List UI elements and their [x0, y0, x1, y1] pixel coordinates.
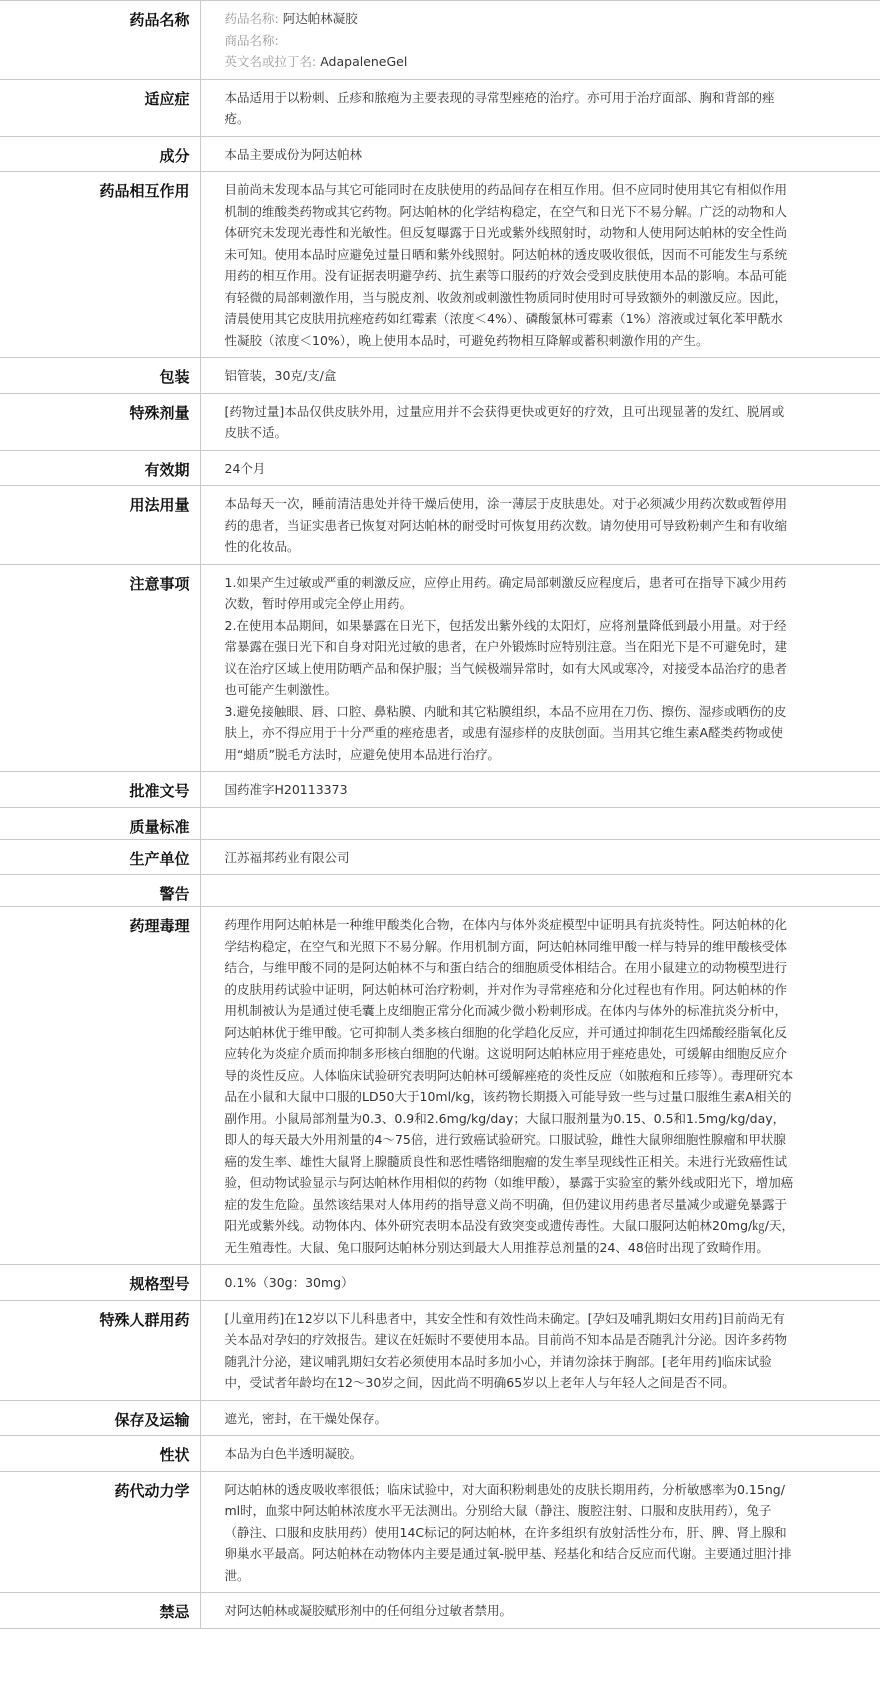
row-paragraph: 2.在使用本品期间，如果暴露在日光下，包括发出紫外线的太阳灯，应将剂量降低到最小用量。对于经常暴露在强日光下和自身对阳光过敏的患者，在户外锻炼时应特别注意。当在阳光下是不可避免时，建议在治疗区域上使用防晒产品和保护服；当气候极端异常时，如有大风或寒冷，对接受本品治疗的患者也可能产生刺激性。: [224, 617, 788, 697]
row-paragraph: 本品主要成份为阿达帕林: [224, 146, 363, 162]
row-label: 适应症: [0, 79, 200, 136]
table-row-appearance: [0, 1436, 880, 1472]
table-row-usage: [0, 486, 880, 565]
row-label: 警告: [0, 875, 200, 907]
latin-name-value: AdapaleneGel: [320, 54, 408, 69]
row-paragraph: 本品每天一次，睡前清洁患处并待干燥后使用，涂一薄层于皮肤患处。对于必须减少用药次数或暂停用药的患者，当证实患者已恢复对阿达帕林的耐受时可恢复用药次数。请勿使用可导致粉刺产生和有收缩性的化妆品。: [224, 496, 788, 554]
table-row-validity: [0, 450, 880, 486]
row-label: 规格型号: [0, 1265, 200, 1301]
generic-name-key: 药品名称:: [224, 11, 279, 26]
row-value: [200, 1400, 880, 1436]
table-row-indications: [0, 79, 880, 136]
row-paragraph: 江苏福邦药业有限公司: [224, 849, 350, 865]
table-row-special-population: [0, 1300, 880, 1400]
table-row-drug-name: [0, 1, 880, 80]
row-value: [200, 136, 880, 172]
row-label: 生产单位: [0, 839, 200, 875]
row-label: 保存及运输: [0, 1400, 200, 1436]
row-value: [200, 79, 880, 136]
table-row-interactions: [0, 172, 880, 358]
row-paragraph: [药物过量]本品仅供皮肤外用，过量应用并不会获得更快或更好的疗效，且可出现显著的发红、脱屑或皮肤不适。: [224, 403, 785, 440]
row-paragraph: 国药准字H20113373: [224, 782, 348, 797]
row-paragraph: [儿童用药]在12岁以下儿科患者中，其安全性和有效性尚未确定。[孕妇及哺乳期妇女用药]目前尚无有关本品对孕妇的疗效报告。建议在妊娠时不要使用本品。目前尚不知本品是否随乳汁分泌。因许多药物随乳汁分泌，建议哺乳期妇女若必须使用本品时多加小心，并请勿涂抹于胸部。[老年用药]临床试验中，受试者年龄均在12～30岁之间，因此尚不明确65岁以上老年人与年轻人之间是否不同。: [224, 1310, 788, 1390]
row-label: 特殊剂量: [0, 393, 200, 450]
row-label: 质量标准: [0, 807, 200, 839]
row-label: 特殊人群用药: [0, 1300, 200, 1400]
row-label: 性状: [0, 1436, 200, 1472]
table-row-manufacturer: [0, 839, 880, 875]
table-row-contraindications: [0, 1593, 880, 1629]
generic-name-line: [225, 8, 795, 30]
row-label: 药品名称: [0, 1, 200, 80]
row-value: [200, 907, 880, 1265]
latin-name-key: 英文名或拉丁名:: [224, 54, 317, 69]
row-paragraph: 1.如果产生过敏或严重的刺激反应，应停止用药。确定局部刺激反应程度后，患者可在指导下减少用药次数，暂时停用或完全停止用药。: [224, 574, 787, 611]
row-label: 药理毒理: [0, 907, 200, 1265]
table-row-specification: [0, 1265, 880, 1301]
row-paragraph: 本品适用于以粉刺、丘疹和脓疱为主要表现的寻常型痤疮的治疗。亦可用于治疗面部、胸和背部的痤疮。: [224, 89, 775, 126]
drug-name-block: [200, 1, 880, 80]
row-value: [200, 172, 880, 358]
row-label: 有效期: [0, 450, 200, 486]
generic-name-value: 阿达帕林凝胶: [282, 11, 358, 26]
row-value: [200, 1593, 880, 1629]
row-value: [200, 772, 880, 808]
row-paragraph: 本品为白色半透明凝胶。: [224, 1446, 363, 1461]
row-paragraph: 3.避免接触眼、唇、口腔、鼻粘膜、内眦和其它粘膜组织，本品不应用在刀伤、擦伤、湿疹或晒伤的皮肤上，亦不得应用于十分严重的痤疮患者，或患有湿疹样的皮肤创面。当用其它维生素A醛类药物或使用“蜡质”脱毛方法时，应避免使用本品进行治疗。: [224, 703, 787, 762]
table-row-pharmacology: [0, 907, 880, 1265]
row-value: [200, 839, 880, 875]
table-row-approval: [0, 772, 880, 808]
row-label: 批准文号: [0, 772, 200, 808]
row-paragraph: 药理作用阿达帕林是一种维甲酸类化合物，在体内与体外炎症模型中证明具有抗炎特性。阿达帕林的化学结构稳定，在空气和光照下不易分解。作用机制方面，阿达帕林同维甲酸一样与特异的维甲酸核受体结合，与维甲酸不同的是阿达帕林不与和蛋白结合的细胞质受体相结合。在用小鼠建立的动物模型进行的皮肤用药试验中证明，阿达帕林可治疗粉刺，并对作为寻常痤疮和分化过程也有作用。阿达帕林的作用机制被认为是通过使毛囊上皮细胞正常分化而减少微小粉刺形成。在体内与体外的标准抗炎分析中，阿达帕林优于维甲酸。它可抑制人类多核白细胞的化学趋化反应，并可通过抑制花生四烯酸经脂氧化反应转化为炎症介质而抑制多形核白细胞的代谢。这说明阿达帕林应用于痤疮患处，可缓解由细胞反应介导的炎性反应。人体临床试验研究表明阿达帕林可缓解痤疮的炎性反应（如脓疱和丘疹等）。毒理研究本品在小鼠和大鼠中口服的LD50大于10ml/kg，该药物长期摄入可能导致一些与过量口服维生素A相关的副作用。小鼠局部剂量为0.3、0.9和2.6mg/kg/day；大鼠口服剂量为0.15、0.5和1.5mg/kg/day，即人的每天最大外用剂量的4～75倍，进行致癌试验研究。口服试验，雌性大鼠卵细胞性腺瘤和甲状腺癌的发生率、雄性大鼠肾上腺髓质良性和恶性嗜铬细胞瘤的发生率呈现线性正相关。未进行光致癌性试验，但动物试验显示与阿达帕林作用相似的药物（如维甲酸），暴露于实验室的紫外线或阳光下，增加癌症的发生危险。虽然该结果对人体用药的指导意义尚不明确，但仍建议用药患者尽量减少或避免暴露于阳光或紫外线。动物体内、体外研究表明本品没有致突变或遗传毒性。大鼠口服阿达帕林20mg/㎏/天，无生殖毒性。大鼠、兔口服阿达帕林分别达到最大人用推荐总剂量的24、48倍时出现了致畸作用。: [224, 917, 794, 1255]
latin-name-line: [225, 51, 795, 73]
row-label: 药品相互作用: [0, 172, 200, 358]
row-value: [200, 875, 880, 907]
row-value: [200, 1300, 880, 1400]
row-paragraph: 目前尚未发现本品与其它可能同时在皮肤使用的药品间存在相互作用。但不应同时使用其它有相似作用机制的维酸类药物或其它药物。阿达帕林的化学结构稳定，在空气和日光下不易分解。广泛的动物和人体研究未发现光毒性和光敏性。但反复曝露于日光或紫外线照射时，动物和人使用阿达帕林的安全性尚未可知。使用本品时应避免过量日晒和紫外线照射。阿达帕林的透皮吸收很低，因而不可能发生与系统用药的相互作用。没有证据表明避孕药、抗生素等口服药的疗效会受到皮肤使用本品的影响。本品可能有轻微的局部刺激作用，当与脱皮剂、收敛剂或刺激性物质同时使用时可导致额外的刺激反应。因此，清晨使用其它皮肤用抗痤疮药如红霉素（浓度＜4%）、磷酸氯林可霉素（1%）溶液或过氧化苯甲酰水性凝胶（浓度＜10%），晚上使用本品时，可避免药物相互降解或蓄积刺激作用的产生。: [224, 182, 788, 348]
row-value: [200, 1471, 880, 1593]
row-label: 包装: [0, 358, 200, 394]
table-row-pharmacokinetics: [0, 1471, 880, 1593]
table-row-storage: [0, 1400, 880, 1436]
row-label: 禁忌: [0, 1593, 200, 1629]
row-paragraph: 24个月: [224, 460, 266, 476]
row-label: 注意事项: [0, 564, 200, 772]
row-value: [200, 486, 880, 565]
row-value: [200, 393, 880, 450]
table-row-quality: [0, 807, 880, 839]
trade-name-key: 商品名称:: [224, 32, 279, 48]
row-value: [200, 1436, 880, 1472]
row-value: [200, 358, 880, 394]
row-value: [200, 1265, 880, 1301]
row-paragraph: 对阿达帕林或凝胶赋形剂中的任何组分过敏者禁用。: [224, 1603, 513, 1618]
table-row-special-dosage: [0, 393, 880, 450]
row-label: 药代动力学: [0, 1471, 200, 1593]
row-label: 用法用量: [0, 486, 200, 565]
row-paragraph: 铝管装，30克/支/盒: [224, 368, 337, 383]
row-paragraph: 0.1%（30g：30mg）: [224, 1275, 354, 1290]
row-value: [200, 807, 880, 839]
row-value: [200, 450, 880, 486]
table-row-warning: [0, 875, 880, 907]
table-row-precautions: [0, 564, 880, 772]
row-paragraph: 遮光，密封，在干燥处保存。: [224, 1410, 388, 1426]
row-paragraph: 阿达帕林的透皮吸收率很低；临床试验中，对大面积粉刺患处的皮肤长期用药，分析敏感率为0.15ng/ml时，血浆中阿达帕林浓度水平无法测出。分别给大鼠（静注、腹腔注射、口服和皮肤用药），兔子（静注、口服和皮肤用药）使用14C标记的阿达帕林，在许多组织有放射活性分布，肝、脾、肾上腺和卵巢水平最高。阿达帕林在动物体内主要是通过氧-脱甲基、羟基化和结合反应而代谢。主要通过胆汁排泄。: [224, 1481, 792, 1583]
row-label: 成分: [0, 136, 200, 172]
row-value: [200, 564, 880, 772]
table-row-ingredients: [0, 136, 880, 172]
trade-name-line: [225, 30, 795, 52]
table-row-packaging: [0, 358, 880, 394]
